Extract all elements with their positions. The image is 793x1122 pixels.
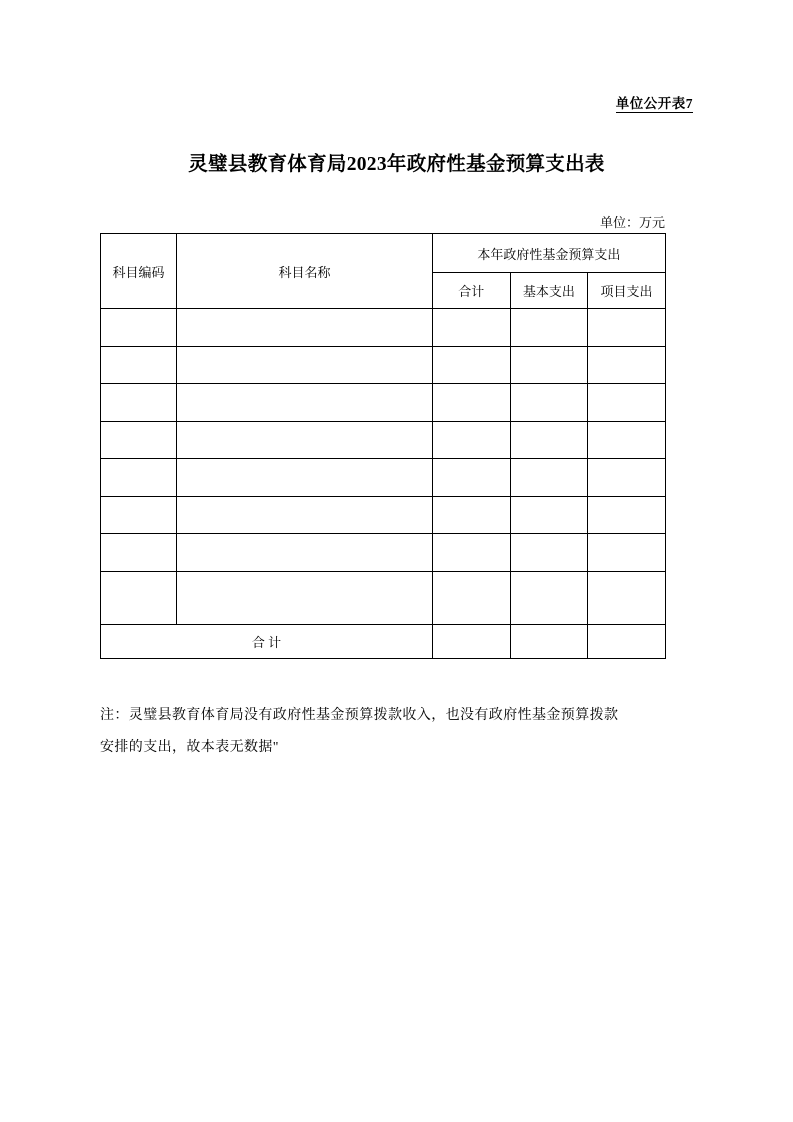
cell-basic (510, 309, 588, 347)
cell-name (177, 534, 433, 572)
total-row-project (588, 624, 666, 658)
cell-basic (510, 571, 588, 624)
cell-code (101, 571, 177, 624)
cell-name (177, 496, 433, 534)
cell-code (101, 421, 177, 459)
footnote-line-2: 安排的支出，故本表无数据" (100, 740, 279, 756)
cell-basic (510, 421, 588, 459)
header-cell-basic: 基本支出 (510, 273, 588, 309)
cell-code (101, 384, 177, 422)
cell-project (588, 534, 666, 572)
table-row (101, 346, 666, 384)
cell-name (177, 421, 433, 459)
cell-name (177, 346, 433, 384)
cell-total (433, 534, 511, 572)
cell-code (101, 534, 177, 572)
footnote-line-1: 注：灵璧县教育体育局没有政府性基金预算拨款收入，也没有政府性基金预算拨款 (100, 708, 619, 723)
cell-name (177, 571, 433, 624)
cell-name (177, 309, 433, 347)
header-cell-name: 科目名称 (177, 234, 433, 309)
cell-code (101, 309, 177, 347)
table-row (101, 309, 666, 347)
cell-code (101, 459, 177, 497)
table-row (101, 421, 666, 459)
cell-basic (510, 534, 588, 572)
cell-basic (510, 384, 588, 422)
form-label-text: 单位公开表7 (615, 96, 693, 111)
page-title: 灵璧县教育体育局2023年政府性基金预算支出表 (188, 154, 605, 175)
table-row (101, 496, 666, 534)
table-total-row (101, 624, 666, 658)
cell-project (588, 459, 666, 497)
cell-code (101, 496, 177, 534)
cell-project (588, 421, 666, 459)
cell-basic (510, 346, 588, 384)
table-header-row-top (101, 234, 666, 273)
table-row (101, 571, 666, 624)
cell-basic (510, 459, 588, 497)
header-cell-project: 项目支出 (588, 273, 666, 309)
cell-total (433, 459, 511, 497)
header-cell-code: 科目编码 (101, 234, 177, 309)
table-row (101, 459, 666, 497)
unit-of-measure-note: 单位：万元 (599, 215, 665, 230)
table-row (101, 534, 666, 572)
header-cell-group: 本年政府性基金预算支出 (433, 234, 666, 273)
budget-expenditure-table (100, 233, 666, 659)
total-row-basic (510, 624, 588, 658)
footnote (100, 700, 700, 764)
cell-total (433, 421, 511, 459)
cell-total (433, 384, 511, 422)
cell-name (177, 384, 433, 422)
cell-total (433, 309, 511, 347)
cell-total (433, 571, 511, 624)
total-row-label: 合 计 (101, 624, 433, 658)
cell-project (588, 496, 666, 534)
cell-project (588, 571, 666, 624)
cell-name (177, 459, 433, 497)
cell-basic (510, 496, 588, 534)
cell-code (101, 346, 177, 384)
cell-total (433, 346, 511, 384)
total-row-total (433, 624, 511, 658)
form-label (0, 92, 693, 112)
header-cell-total: 合计 (433, 273, 511, 309)
cell-total (433, 496, 511, 534)
table-row (101, 384, 666, 422)
cell-project (588, 346, 666, 384)
cell-project (588, 309, 666, 347)
cell-project (588, 384, 666, 422)
